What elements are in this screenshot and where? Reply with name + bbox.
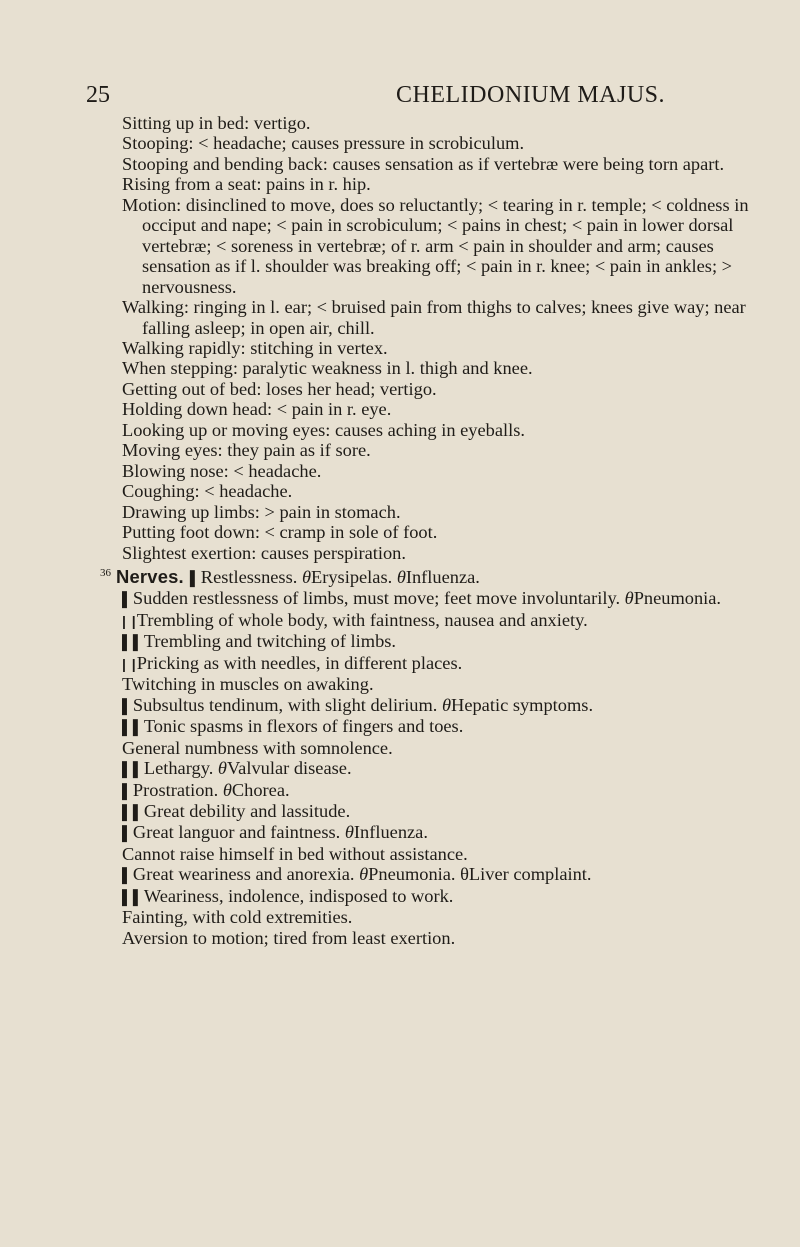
theta-symbol: θ	[217, 758, 227, 779]
symptom-text: Getting out of bed: loses her head; vertigo.	[122, 378, 437, 399]
theta-symbol: θ	[396, 566, 406, 587]
symptom-text: Fainting, with cold extremities.	[122, 907, 353, 928]
symptom-line	[122, 522, 782, 542]
nerve-symptom-line	[122, 738, 782, 758]
section-label: Nerves.	[116, 565, 184, 587]
symptom-line	[122, 440, 782, 460]
symptom-text: Drawing up limbs: > pain in stomach.	[122, 501, 401, 522]
theta-symbol: θ	[301, 566, 311, 587]
nerve-symptom-line	[122, 822, 782, 843]
nerve-symptom-line	[122, 716, 782, 737]
symptom-line	[122, 543, 782, 563]
theta-symbol: θ	[624, 588, 634, 609]
theta-symbol: θ	[442, 694, 452, 715]
symptom-text: Great debility and lassitude.	[143, 800, 351, 821]
symptom-text: Prostration.	[132, 779, 223, 800]
symptom-text: Aversion to motion; tired from least exertion.	[122, 927, 456, 948]
symptom-text: Holding down head: < pain in r. eye.	[122, 399, 392, 420]
theta-symbol: θ	[344, 822, 354, 843]
condition-text: Influenza.	[405, 566, 480, 587]
nerve-symptom-line	[122, 801, 782, 822]
emphasis-mark: ▌	[189, 569, 201, 586]
symptom-text: Trembling and twitching of limbs.	[143, 631, 397, 652]
body-text	[100, 113, 782, 948]
symptom-text: Great languor and faintness.	[132, 822, 345, 843]
nerve-symptom-line	[122, 588, 782, 609]
emphasis-mark: ▌	[122, 697, 133, 714]
symptom-text: Coughing: < headache.	[122, 481, 293, 502]
condition-text: Influenza.	[353, 822, 428, 843]
nerve-symptom-line	[122, 886, 782, 907]
symptom-text: Restlessness.	[200, 566, 302, 587]
symptom-text: Moving eyes: they pain as if sore.	[122, 440, 371, 461]
symptom-text: Trembling of whole body, with faintness, nausea and anxiety.	[136, 609, 588, 630]
emphasis-mark: ▌	[122, 867, 133, 884]
symptom-line	[122, 195, 782, 297]
theta-symbol: θ	[359, 864, 369, 885]
symptom-text: Cannot raise himself in bed without assistance.	[122, 843, 468, 864]
symptom-line	[122, 481, 782, 501]
symptom-text: Slightest exertion: causes perspiration.	[122, 542, 406, 563]
symptom-line	[122, 297, 782, 338]
nerve-symptom-line	[122, 610, 782, 631]
condition-text: Valvular disease.	[226, 758, 352, 779]
symptom-line	[122, 174, 782, 194]
emphasis-mark: ▌▌	[122, 719, 144, 736]
nerve-symptom-line	[122, 780, 782, 801]
symptom-text: Blowing nose: < headache.	[122, 460, 322, 481]
symptom-line	[122, 338, 782, 358]
nerve-symptom-line	[122, 864, 782, 885]
symptom-text: Subsultus tendinum, with slight delirium.	[132, 694, 442, 715]
emphasis-mark: ▌	[122, 782, 133, 799]
symptom-text: Walking: ringing in l. ear; < bruised pain from thighs to calves; knees give way; near falling asleep; in open air, chill.	[122, 297, 746, 338]
nerve-symptom-line	[122, 653, 782, 674]
symptom-line	[122, 399, 782, 419]
running-head: CHELIDONIUM MAJUS.	[396, 82, 666, 108]
symptom-text: Putting foot down: < cramp in sole of foot.	[122, 522, 438, 543]
condition-text: Chorea.	[231, 779, 290, 800]
symptom-text: Pricking as with needles, in different places.	[136, 652, 463, 673]
symptom-line	[122, 133, 782, 153]
symptom-line	[122, 154, 782, 174]
symptom-text: Twitching in muscles on awaking.	[122, 674, 374, 695]
emphasis-mark: ▌	[122, 825, 133, 842]
condition-text: Hepatic symptoms.	[451, 694, 594, 715]
symptom-text: When stepping: paralytic weakness in l. thigh and knee.	[122, 358, 533, 379]
symptom-text: Great weariness and anorexia.	[132, 864, 360, 885]
theta-symbol: θ	[222, 779, 232, 800]
emphasis-mark: ▌▌	[122, 803, 144, 820]
symptom-text: Stooping: < headache; causes pressure in scrobiculum.	[122, 133, 525, 154]
emphasis-mark: ▌▌	[122, 761, 144, 778]
nerve-symptom-line	[122, 844, 782, 864]
condition-text: Erysipelas.	[311, 566, 397, 587]
nerve-symptom-line	[122, 695, 782, 716]
symptom-line	[122, 379, 782, 399]
symptom-text: Tonic spasms in flexors of fingers and toes.	[143, 716, 464, 737]
symptom-text: Lethargy.	[143, 758, 218, 779]
page-number: 25	[86, 82, 110, 108]
symptom-text: Sitting up in bed: vertigo.	[122, 113, 311, 133]
nerves-heading-line	[100, 563, 782, 588]
section-number: 36	[100, 566, 111, 579]
symptom-text: Weariness, indolence, indisposed to work.	[143, 885, 454, 906]
symptom-text: Stooping and bending back: causes sensation as if vertebræ were being torn apart.	[122, 153, 725, 174]
emphasis-mark: | |	[122, 655, 137, 672]
nerve-symptom-line	[122, 907, 782, 927]
nerve-symptom-line	[122, 674, 782, 694]
emphasis-mark: ▌▌	[122, 634, 144, 651]
condition-text: Pneumonia. θLiver complaint.	[368, 864, 592, 885]
symptom-text: Rising from a seat: pains in r. hip.	[122, 174, 371, 195]
symptom-line	[122, 502, 782, 522]
emphasis-mark: | |	[122, 612, 137, 629]
emphasis-mark: ▌	[122, 591, 133, 608]
symptom-text: Walking rapidly: stitching in vertex.	[122, 337, 388, 358]
symptom-line	[122, 113, 782, 133]
symptom-text: Looking up or moving eyes: causes aching in eyeballs.	[122, 419, 525, 440]
condition-text: Pneumonia.	[633, 588, 722, 609]
symptom-line	[122, 358, 782, 378]
symptom-text: Motion: disinclined to move, does so reluctantly; < tearing in r. temple; < coldness in occiput and nape; < pain in scrobiculum; < pains in chest; < pain in lower dorsal vertebræ; < soreness in vertebræ; of r. arm < pain in shoulder and arm; causes sensation as if l. shoulder was breaking off; < pain in r. knee; < pain in ankles; > nervousness.	[122, 194, 749, 297]
nerve-symptom-line	[122, 631, 782, 652]
nerve-symptom-line	[122, 758, 782, 779]
symptom-text: Sudden restlessness of limbs, must move; feet move involuntarily.	[132, 588, 625, 609]
nerve-symptom-line	[122, 928, 782, 948]
symptom-text: General numbness with somnolence.	[122, 737, 393, 758]
symptom-line	[122, 461, 782, 481]
symptom-line	[122, 420, 782, 440]
emphasis-mark: ▌▌	[122, 888, 144, 905]
